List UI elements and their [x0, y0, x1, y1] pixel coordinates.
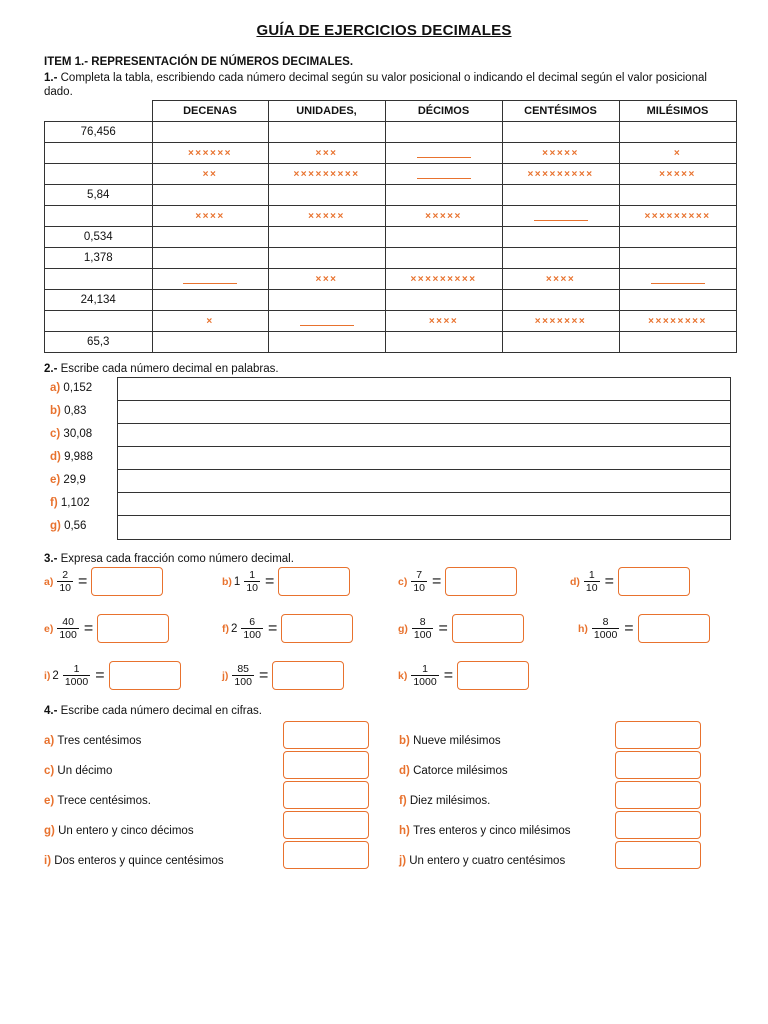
table-cell[interactable]: [385, 332, 502, 353]
item-letter: a): [44, 575, 54, 588]
fraction-item: [398, 614, 524, 643]
row-number-label: [45, 311, 153, 332]
word-answer-box[interactable]: [117, 400, 731, 424]
table-cell[interactable]: [152, 332, 268, 353]
denominator: 10: [585, 582, 598, 594]
tally-marks: ×: [206, 316, 214, 327]
decimal-answer-box[interactable]: [445, 567, 517, 596]
item-letter: i): [44, 669, 51, 682]
number-in-words: Tres centésimos: [57, 735, 142, 747]
digits-answer-box[interactable]: [283, 811, 369, 839]
digits-answer-box[interactable]: [615, 721, 701, 749]
fraction-item: [398, 567, 517, 596]
equals-sign: =: [432, 572, 442, 590]
denominator: 1000: [413, 676, 437, 688]
tally-marks: ××××: [195, 211, 225, 222]
tally-marks: ×××××××: [534, 316, 587, 327]
question-2-text: [44, 363, 279, 375]
item-letter: e): [50, 474, 64, 486]
denominator: 10: [59, 582, 72, 594]
table-header: CENTÉSIMOS: [502, 101, 619, 122]
fraction: [241, 616, 263, 641]
table-header: UNIDADES,: [268, 101, 385, 122]
item-letter: i): [44, 855, 55, 867]
table-cell: [385, 269, 502, 290]
answer-blank[interactable]: [183, 273, 237, 284]
table-cell[interactable]: [152, 122, 268, 143]
decimal-answer-box[interactable]: [278, 567, 350, 596]
table-cell: [502, 164, 619, 185]
item-letter: g): [50, 520, 65, 532]
number-word-item: [399, 825, 571, 837]
table-cell[interactable]: [619, 332, 736, 353]
tally-marks: ×××××: [425, 211, 462, 222]
word-item: [50, 520, 86, 532]
question-1-instructions: Completa la tabla, escribiendo cada número decimal según su valor posicional o indicando el decimal según el valor posicional dado.: [44, 72, 707, 98]
word-item: [50, 497, 90, 509]
row-number-label: [45, 143, 153, 164]
answer-blank[interactable]: [534, 210, 588, 221]
fraction: [411, 663, 438, 688]
table-cell: [385, 311, 502, 332]
item-letter: d): [570, 575, 580, 588]
digits-answer-box[interactable]: [283, 781, 369, 809]
table-cell[interactable]: [502, 290, 619, 311]
fraction-item: [44, 567, 163, 596]
question-4-number: 4.-: [44, 705, 58, 717]
table-cell[interactable]: [619, 269, 736, 290]
tally-marks: ×××××××××: [527, 169, 594, 180]
numerator: 1: [249, 569, 256, 581]
fraction-item: [222, 614, 353, 643]
table-cell: [152, 143, 268, 164]
row-number-label: 65,3: [45, 332, 153, 353]
table-cell: [152, 311, 268, 332]
table-cell: [385, 206, 502, 227]
fraction: [584, 569, 600, 594]
whole-number: 1: [233, 575, 241, 588]
number-word-item: [44, 795, 151, 807]
item-letter: e): [44, 795, 58, 807]
numerator: 40: [62, 616, 74, 628]
item-letter: j): [399, 855, 410, 867]
table-cell[interactable]: [502, 206, 619, 227]
item-letter: c): [44, 765, 58, 777]
table-header: DÉCIMOS: [385, 101, 502, 122]
number-word-item: [44, 735, 141, 747]
fraction: [57, 569, 73, 594]
decimal-answer-box[interactable]: [281, 614, 353, 643]
word-answer-box[interactable]: [117, 423, 731, 447]
question-2-number: 2.-: [44, 363, 58, 375]
item-letter: h): [578, 622, 588, 635]
word-item: [50, 451, 93, 463]
table-cell[interactable]: [152, 269, 268, 290]
tally-marks: ×××: [315, 274, 338, 285]
number-in-words: Un décimo: [57, 765, 113, 777]
equals-sign: =: [83, 619, 94, 637]
item-letter: h): [399, 825, 414, 837]
word-item: [50, 474, 86, 486]
item-letter: d): [399, 765, 414, 777]
decimal-answer-box[interactable]: [97, 614, 169, 643]
numerator: 8: [419, 616, 426, 628]
numerator: 6: [249, 616, 256, 628]
question-3-number: 3.-: [44, 553, 58, 565]
whole-number: 2: [231, 622, 238, 635]
fraction: [411, 569, 427, 594]
row-number-label: 24,134: [45, 290, 153, 311]
number-in-words: Diez milésimos.: [409, 795, 491, 807]
decimal-answer-box[interactable]: [457, 661, 529, 690]
number-word-item: [44, 825, 194, 837]
row-number-label: 76,456: [45, 122, 153, 143]
table-row: [45, 332, 737, 353]
denominator: 1000: [593, 629, 618, 641]
table-cell: [268, 206, 385, 227]
tally-marks: ×: [673, 148, 682, 159]
fraction: [244, 569, 260, 594]
table-cell[interactable]: [385, 122, 502, 143]
numerator: 1: [422, 663, 428, 675]
answer-blank[interactable]: [417, 168, 471, 179]
decimal-value: 0,83: [64, 405, 87, 417]
item-letter: d): [50, 451, 65, 463]
decimal-answer-box[interactable]: [91, 567, 163, 596]
equals-sign: =: [258, 666, 269, 684]
table-cell[interactable]: [268, 227, 385, 248]
denominator: 1000: [64, 676, 89, 688]
equals-sign: =: [267, 619, 278, 637]
number-word-item: [44, 765, 112, 777]
table-row: [45, 143, 737, 164]
item-letter: b): [50, 405, 65, 417]
table-cell: [619, 311, 736, 332]
row-number-label: [45, 206, 153, 227]
numerator: 8: [602, 616, 609, 628]
table-row: [45, 269, 737, 290]
table-cell[interactable]: [268, 185, 385, 206]
number-word-item: [399, 855, 565, 867]
denominator: 100: [243, 629, 261, 641]
table-cell[interactable]: [152, 248, 268, 269]
item-letter: f): [399, 795, 410, 807]
numerator: 1: [588, 569, 595, 581]
denominator: 100: [234, 676, 252, 688]
number-in-words: Un entero y cuatro centésimos: [409, 855, 566, 867]
decimal-answer-box[interactable]: [109, 661, 181, 690]
fraction: [232, 663, 254, 688]
fraction-item: [570, 567, 690, 596]
table-row: [45, 185, 737, 206]
tally-marks: ××: [202, 169, 218, 180]
tally-marks: ×××××: [308, 211, 345, 222]
table-cell: [268, 269, 385, 290]
question-3-instructions: Expresa cada fracción como número decimal.: [60, 553, 294, 565]
tally-marks: ×××××××××: [410, 274, 477, 285]
word-item: [50, 428, 92, 440]
number-in-words: Trece centésimos.: [57, 795, 151, 807]
table-cell[interactable]: [619, 227, 736, 248]
table-row: [45, 206, 737, 227]
table-cell[interactable]: [619, 122, 736, 143]
fraction-item: [398, 661, 529, 690]
item-letter: c): [398, 575, 408, 588]
tally-marks: ×××××××××: [644, 211, 711, 222]
equals-sign: =: [604, 572, 614, 590]
row-number-label: 1,378: [45, 248, 153, 269]
fraction-item: [44, 661, 181, 690]
table-cell[interactable]: [502, 227, 619, 248]
table-cell[interactable]: [502, 122, 619, 143]
question-1-text: [44, 71, 734, 99]
page-title: GUÍA DE EJERCICIOS DECIMALES: [256, 22, 512, 39]
table-cell[interactable]: [152, 227, 268, 248]
decimal-value: 1,102: [60, 497, 90, 509]
item-letter: g): [44, 825, 59, 837]
table-cell[interactable]: [268, 311, 385, 332]
tally-marks: ×××××: [659, 169, 696, 180]
table-cell[interactable]: [619, 290, 736, 311]
table-cell[interactable]: [619, 248, 736, 269]
table-row: [45, 164, 737, 185]
decimal-answer-box[interactable]: [272, 661, 344, 690]
digits-answer-box[interactable]: [615, 751, 701, 779]
question-2-instructions: Escribe cada número decimal en palabras.: [60, 363, 279, 375]
answer-blank[interactable]: [300, 315, 354, 326]
word-item: [50, 405, 86, 417]
number-in-words: Dos enteros y quince centésimos: [54, 855, 224, 867]
denominator: 100: [413, 629, 432, 641]
table-cell: [268, 143, 385, 164]
item-letter: f): [222, 622, 229, 635]
table-cell[interactable]: [385, 248, 502, 269]
digits-answer-box[interactable]: [283, 751, 369, 779]
table-cell[interactable]: [385, 185, 502, 206]
fraction-item: [222, 567, 350, 596]
question-4-text: [44, 705, 262, 717]
fraction-item: [44, 614, 169, 643]
table-cell[interactable]: [385, 227, 502, 248]
equals-sign: =: [443, 666, 454, 684]
decimal-value: 9,988: [64, 451, 93, 463]
item-letter: f): [50, 497, 61, 509]
table-cell[interactable]: [152, 290, 268, 311]
item-letter: b): [222, 575, 232, 588]
tally-marks: ××××: [545, 274, 576, 285]
answer-blank[interactable]: [417, 147, 471, 158]
decimal-value: 29,9: [63, 474, 86, 486]
table-cell: [502, 269, 619, 290]
number-in-words: Un entero y cinco décimos: [58, 825, 194, 837]
table-corner: [45, 101, 153, 122]
number-in-words: Catorce milésimos: [413, 765, 508, 777]
denominator: 10: [413, 582, 426, 594]
question-4-instructions: Escribe cada número decimal en cifras.: [60, 705, 262, 717]
question-1-number: 1.-: [44, 72, 58, 84]
fraction: [412, 616, 434, 641]
digits-answer-box[interactable]: [615, 781, 701, 809]
numerator: 7: [416, 569, 423, 581]
row-number-label: [45, 164, 153, 185]
denominator: 100: [59, 629, 77, 641]
table-row: [45, 248, 737, 269]
item-letter: b): [399, 735, 414, 747]
item-letter: g): [398, 622, 408, 635]
number-in-words: Tres enteros y cinco milésimos: [413, 825, 571, 837]
tally-marks: ×××: [315, 148, 338, 159]
word-answer-box[interactable]: [117, 446, 731, 470]
denominator: 10: [246, 582, 259, 594]
fraction: [63, 663, 90, 688]
table-cell: [619, 143, 736, 164]
equals-sign: =: [78, 572, 88, 590]
table-cell[interactable]: [268, 122, 385, 143]
table-cell: [619, 206, 736, 227]
item-letter: a): [50, 382, 64, 394]
digits-answer-box[interactable]: [615, 811, 701, 839]
table-cell[interactable]: [152, 185, 268, 206]
item-letter: j): [222, 669, 229, 682]
item-letter: e): [44, 622, 54, 635]
numerator: 85: [237, 663, 250, 675]
fraction-item: [578, 614, 710, 643]
word-answer-box[interactable]: [117, 469, 731, 493]
table-cell: [152, 164, 268, 185]
tally-marks: ××××××××: [648, 316, 707, 327]
table-header: DECENAS: [152, 101, 268, 122]
number-in-words: Nueve milésimos: [413, 735, 501, 747]
numerator: 1: [73, 663, 80, 675]
decimal-value: 0,56: [64, 520, 87, 532]
tally-marks: ××××××: [187, 148, 233, 159]
whole-number: 2: [52, 669, 59, 682]
number-word-item: [399, 765, 508, 777]
decimal-answer-box[interactable]: [638, 614, 710, 643]
table-header: MILÉSIMOS: [619, 101, 736, 122]
row-number-label: [45, 269, 153, 290]
item-letter: c): [50, 428, 64, 440]
table-cell: [502, 143, 619, 164]
answer-blank[interactable]: [651, 273, 705, 284]
word-answer-box[interactable]: [117, 377, 731, 401]
word-answer-box[interactable]: [117, 515, 731, 540]
table-cell[interactable]: [502, 332, 619, 353]
table-cell[interactable]: [385, 164, 502, 185]
fraction: [592, 616, 619, 641]
decimal-answer-box[interactable]: [618, 567, 690, 596]
word-item: [50, 382, 92, 394]
table-cell[interactable]: [385, 143, 502, 164]
table-row: [45, 311, 737, 332]
tally-marks: ×××××××××: [293, 169, 360, 180]
digits-answer-box[interactable]: [283, 721, 369, 749]
decimal-answer-box[interactable]: [452, 614, 524, 643]
tally-marks: ×××××: [542, 148, 579, 159]
table-cell[interactable]: [502, 248, 619, 269]
place-value-table: [44, 100, 737, 353]
number-word-item: [399, 795, 490, 807]
item-1-heading: ITEM 1.- REPRESENTACIÓN DE NÚMEROS DECIMALES.: [44, 56, 354, 68]
numerator: 2: [62, 569, 69, 581]
item-letter: a): [44, 735, 58, 747]
digits-answer-box[interactable]: [283, 841, 369, 869]
equals-sign: =: [438, 619, 448, 637]
table-cell[interactable]: [268, 248, 385, 269]
table-cell: [502, 311, 619, 332]
item-letter: k): [398, 669, 408, 682]
question-3-text: [44, 553, 294, 565]
table-cell[interactable]: [385, 290, 502, 311]
table-row: [45, 122, 737, 143]
decimal-value: 0,152: [63, 382, 93, 394]
equals-sign: =: [95, 666, 105, 684]
table-cell: [152, 206, 268, 227]
fraction: [57, 616, 79, 641]
number-word-item: [44, 855, 224, 867]
equals-sign: =: [624, 619, 634, 637]
table-cell[interactable]: [268, 290, 385, 311]
table-cell[interactable]: [502, 185, 619, 206]
fraction-item: [222, 661, 344, 690]
decimal-value: 30,08: [63, 428, 93, 440]
table-cell[interactable]: [268, 332, 385, 353]
tally-marks: ××××: [428, 316, 459, 327]
digits-answer-box[interactable]: [615, 841, 701, 869]
table-cell: [619, 164, 736, 185]
table-cell: [268, 164, 385, 185]
number-word-item: [399, 735, 501, 747]
table-cell[interactable]: [619, 185, 736, 206]
equals-sign: =: [265, 572, 275, 590]
row-number-label: 5,84: [45, 185, 153, 206]
table-row: [45, 227, 737, 248]
table-row: [45, 290, 737, 311]
row-number-label: 0,534: [45, 227, 153, 248]
word-answer-box[interactable]: [117, 492, 731, 516]
